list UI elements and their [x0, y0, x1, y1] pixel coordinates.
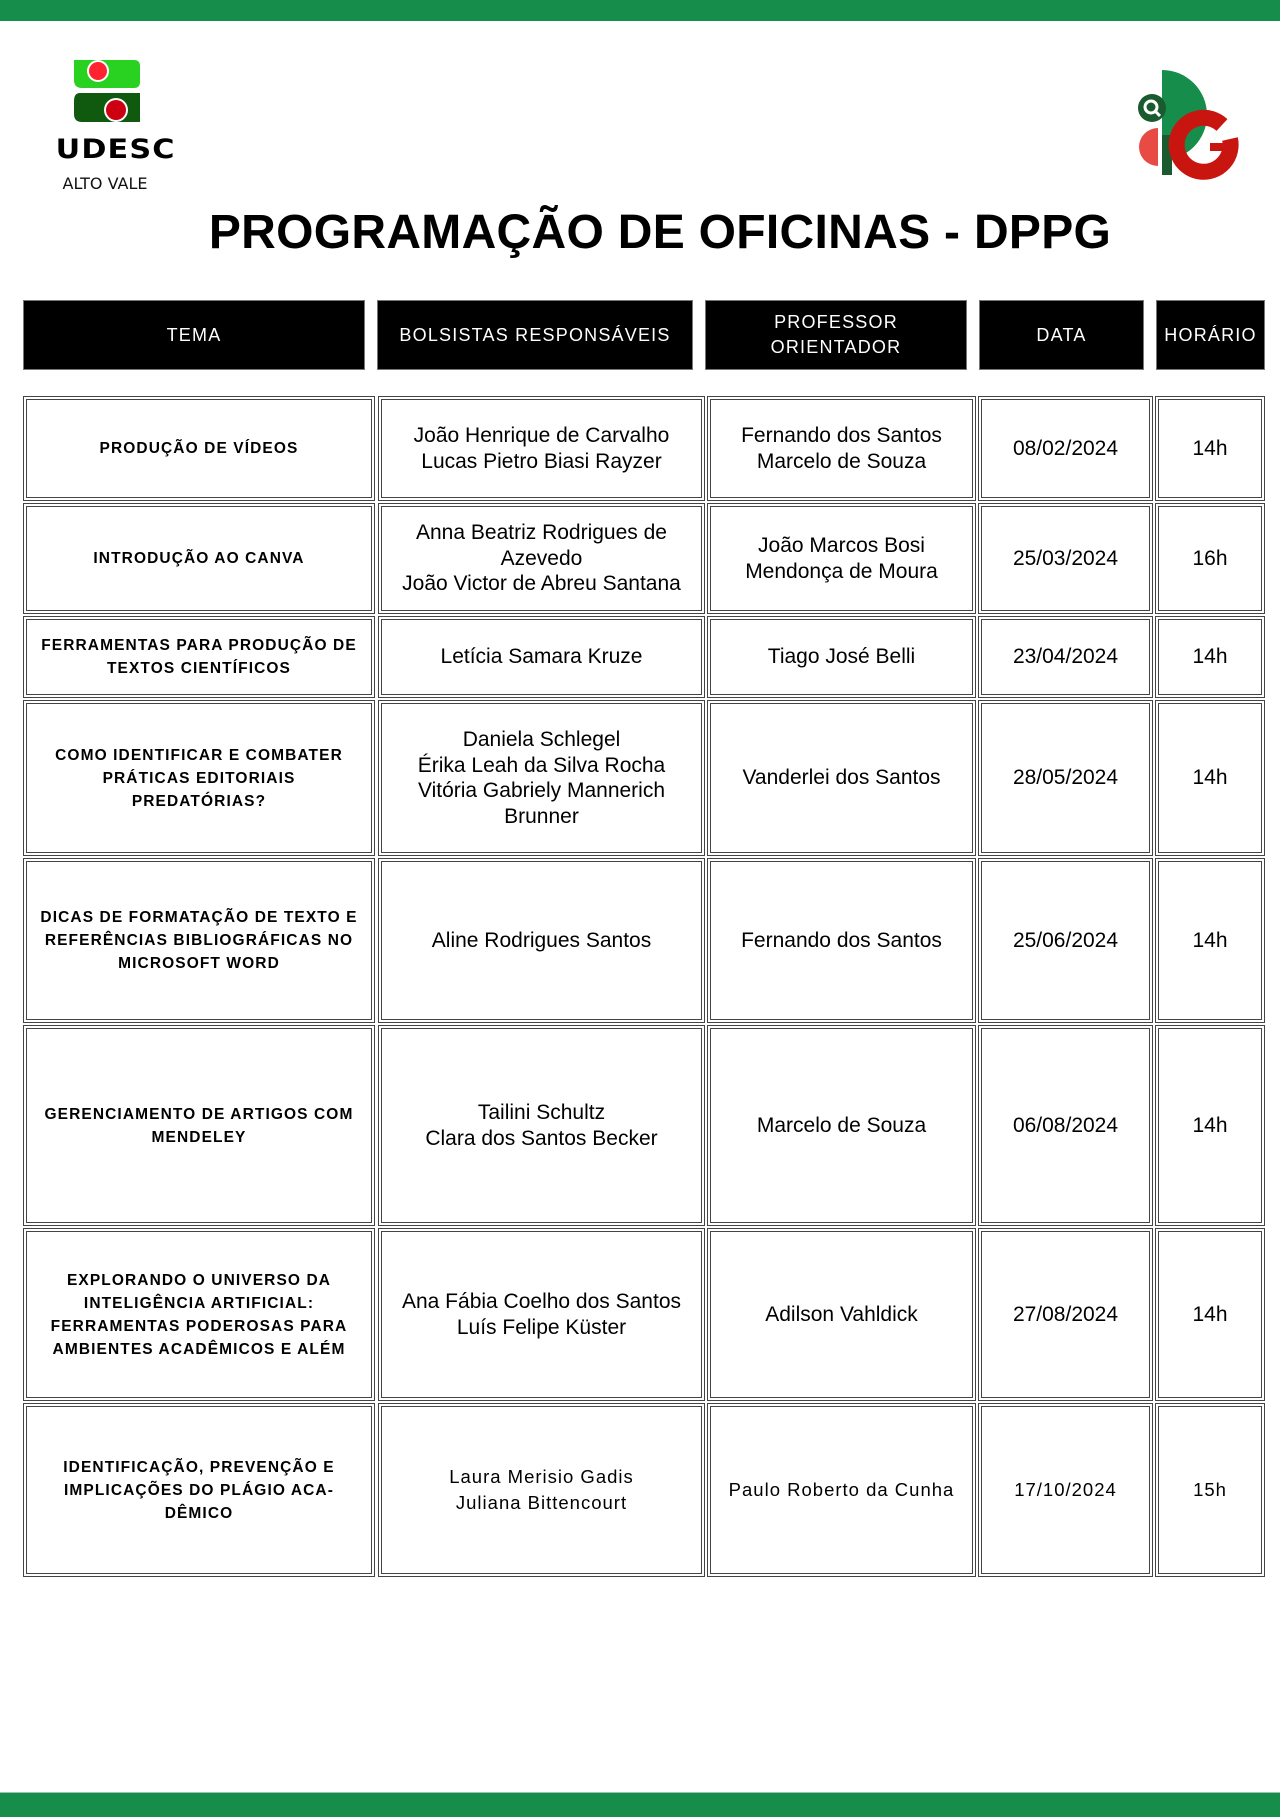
header-bolsistas	[377, 300, 693, 370]
horario-text: 14h	[1192, 436, 1228, 460]
cell-professor	[707, 1025, 976, 1226]
professor-text: Marcelo de Souza	[756, 1113, 927, 1137]
udesc-subtitle: ALTO VALE	[62, 174, 148, 193]
bolsistas-text: Vitória Gabriely Mannerich	[417, 779, 666, 802]
header-data-label: DATA	[1036, 324, 1087, 345]
cell-horario	[1155, 396, 1265, 501]
horario-text: 14h	[1192, 1302, 1228, 1326]
bolsistas-text: Laura Merisio Gadis	[449, 1466, 634, 1487]
cell-data	[978, 1403, 1153, 1577]
bolsistas-text: João Victor de Abreu Santana	[402, 572, 681, 596]
cell-horario	[1155, 1228, 1265, 1401]
professor-text: João Marcos Bosi	[758, 534, 925, 557]
header-tema	[23, 300, 365, 370]
cell-professor	[707, 396, 976, 501]
data-text: 25/03/2024	[1012, 546, 1119, 570]
tema-text: FERRAMENTAS PARA PRODUÇÃO DE	[41, 637, 357, 654]
cell-data	[978, 700, 1153, 856]
tema-text: DÊMICO	[164, 1504, 234, 1522]
professor-text: Fernando dos Santos	[741, 928, 942, 952]
data-text: 23/04/2024	[1012, 645, 1119, 669]
data-text: 08/02/2024	[1012, 436, 1119, 460]
cell-bolsistas	[378, 1228, 705, 1401]
professor-text: Marcelo de Souza	[756, 449, 927, 473]
cell-bolsistas	[378, 1025, 705, 1226]
header-horario	[1156, 300, 1265, 370]
cell-horario	[1155, 858, 1265, 1023]
bolsistas-text: Tailini Schultz	[477, 1101, 606, 1124]
bolsistas-text: Brunner	[504, 804, 579, 828]
bolsistas-text: Aline Rodrigues Santos	[431, 928, 652, 952]
professor-text: Vanderlei dos Santos	[742, 766, 941, 790]
tema-text: TEXTOS CIENTÍFICOS	[106, 660, 291, 677]
data-text: 06/08/2024	[1012, 1113, 1119, 1137]
header-data	[979, 300, 1144, 370]
header-professor-label-2: ORIENTADOR	[770, 337, 902, 357]
bolsistas-text: Juliana Bittencourt	[455, 1492, 628, 1513]
tema-text: MENDELEY	[151, 1128, 247, 1146]
cell-tema	[23, 1025, 375, 1226]
bolsistas-text: Ana Fábia Coelho dos Santos	[401, 1290, 682, 1313]
cell-bolsistas	[378, 616, 705, 698]
professor-text: Adilson Vahldick	[765, 1302, 918, 1326]
header-professor-label-1: PROFESSOR	[774, 312, 898, 332]
cell-data	[978, 396, 1153, 501]
tema-text: INTELIGÊNCIA ARTIFICIAL:	[83, 1294, 315, 1312]
ig-logo-icon	[1130, 65, 1250, 180]
cell-tema	[23, 700, 375, 856]
cell-tema	[23, 396, 375, 501]
bolsistas-text: Anna Beatriz Rodrigues de	[416, 521, 667, 545]
tema-text: FERRAMENTAS PODEROSAS PARA	[50, 1317, 348, 1335]
horario-text: 14h	[1192, 1113, 1228, 1137]
cell-tema	[23, 1228, 375, 1401]
tema-text: IMPLICAÇÕES DO PLÁGIO ACA-	[63, 1481, 334, 1499]
bolsistas-text: Letícia Samara Kruze	[440, 645, 643, 669]
cell-horario	[1155, 503, 1265, 614]
tema-text: EXPLORANDO O UNIVERSO DA	[66, 1271, 332, 1289]
page-title: PROGRAMAÇÃO DE OFICINAS - DPPG	[208, 206, 1112, 259]
cell-professor	[707, 858, 976, 1023]
horario-text: 14h	[1192, 928, 1228, 952]
tema-text: AMBIENTES ACADÊMICOS E ALÉM	[52, 1340, 346, 1358]
data-text: 17/10/2024	[1014, 1479, 1117, 1500]
tema-text: PREDATÓRIAS?	[131, 792, 267, 810]
header-professor	[705, 300, 967, 370]
tema-text: PRÁTICAS EDITORIAIS	[102, 769, 296, 787]
professor-text: Mendonça de Moura	[745, 559, 938, 583]
bolsistas-text: Daniela Schlegel	[462, 728, 621, 751]
professor-text: Tiago José Belli	[767, 645, 916, 669]
bottom-brand-bar	[0, 1792, 1280, 1817]
udesc-logo	[40, 58, 180, 198]
tema-text: MICROSOFT WORD	[118, 955, 280, 972]
cell-professor	[707, 503, 976, 614]
cell-tema	[23, 503, 375, 614]
bolsistas-text: Luís Felipe Küster	[456, 1315, 627, 1339]
cell-bolsistas	[378, 503, 705, 614]
data-text: 25/06/2024	[1012, 928, 1119, 952]
cell-professor	[707, 616, 976, 698]
bolsistas-text: Érika Leah da Silva Rocha	[417, 753, 666, 777]
horario-text: 15h	[1193, 1479, 1227, 1500]
tema-text: PRODUÇÃO DE VÍDEOS	[99, 440, 299, 457]
professor-text: Fernando dos Santos	[741, 424, 942, 447]
cell-data	[978, 503, 1153, 614]
data-text: 27/08/2024	[1012, 1302, 1119, 1326]
cell-tema	[23, 616, 375, 698]
header-bolsistas-label: BOLSISTAS RESPONSÁVEIS	[399, 324, 671, 345]
tema-text: COMO IDENTIFICAR E COMBATER	[55, 746, 343, 764]
cell-bolsistas	[378, 700, 705, 856]
cell-bolsistas	[378, 396, 705, 501]
tema-text: INTRODUÇÃO AO CANVA	[93, 550, 305, 567]
bolsistas-text: Lucas Pietro Biasi Rayzer	[421, 449, 662, 473]
cell-data	[978, 1228, 1153, 1401]
udesc-wordmark: UDESC	[55, 134, 176, 165]
cell-professor	[707, 1228, 976, 1401]
bolsistas-text: João Henrique de Carvalho	[413, 424, 670, 447]
cell-horario	[1155, 616, 1265, 698]
tema-text: GERENCIAMENTO DE ARTIGOS COM	[44, 1105, 354, 1123]
horario-text: 14h	[1192, 645, 1228, 669]
cell-tema	[23, 1403, 375, 1577]
bolsistas-text: Azevedo	[500, 546, 583, 570]
header-tema-label: TEMA	[166, 324, 222, 345]
tema-text: REFERÊNCIAS BIBLIOGRÁFICAS NO	[44, 932, 354, 949]
professor-text: Paulo Roberto da Cunha	[728, 1479, 955, 1500]
header-horario-label: HORÁRIO	[1164, 324, 1257, 345]
cell-data	[978, 858, 1153, 1023]
horario-text: 14h	[1192, 766, 1228, 790]
cell-data	[978, 1025, 1153, 1226]
bolsistas-text: Clara dos Santos Becker	[425, 1126, 658, 1150]
cell-data	[978, 616, 1153, 698]
cell-horario	[1155, 1025, 1265, 1226]
udesc-emblem-icon	[74, 60, 140, 122]
cell-professor	[707, 1403, 976, 1577]
cell-horario	[1155, 700, 1265, 856]
cell-professor	[707, 700, 976, 856]
tema-text: IDENTIFICAÇÃO, PREVENÇÃO E	[63, 1458, 335, 1476]
data-text: 28/05/2024	[1012, 766, 1119, 790]
top-brand-bar	[0, 0, 1280, 21]
cell-horario	[1155, 1403, 1265, 1577]
cell-bolsistas	[378, 1403, 705, 1577]
cell-tema	[23, 858, 375, 1023]
cell-bolsistas	[378, 858, 705, 1023]
horario-text: 16h	[1192, 546, 1228, 570]
tema-text: DICAS DE FORMATAÇÃO DE TEXTO E	[40, 909, 358, 926]
